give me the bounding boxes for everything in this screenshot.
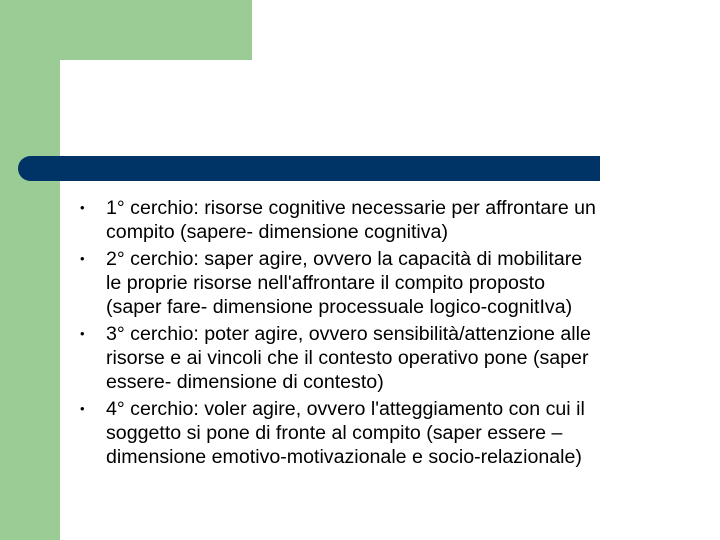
bullet-text bbox=[106, 248, 582, 318]
bullet-text bbox=[106, 398, 585, 468]
bullet-line: 4° cerchio: voler agire, ovvero l'atteggiamento con cui il bbox=[106, 398, 585, 420]
bullet-line: 1° cerchio: risorse cognitive necessarie per affrontare un bbox=[106, 197, 596, 219]
bullet-list bbox=[78, 196, 714, 472]
list-item bbox=[78, 322, 714, 394]
bullet-line: risorse e ai vincoli che il contesto operativo pone (saper bbox=[106, 347, 589, 369]
bullet-line: compito (sapere- dimensione cognitiva) bbox=[106, 221, 448, 243]
bullet-line: le proprie risorse nell'affrontare il compito proposto bbox=[106, 272, 546, 294]
title-bar bbox=[18, 156, 600, 181]
bullet-line: (saper fare- dimensione processuale logico-cognitIva) bbox=[106, 296, 573, 318]
bullet-line: dimensione emotivo-motivazionale e socio-relazionale) bbox=[106, 446, 582, 468]
bullet-line: soggetto si pone di fronte al compito (saper essere – bbox=[106, 422, 563, 444]
bullet-text bbox=[106, 197, 596, 243]
bullet-line: 2° cerchio: saper agire, ovvero la capacità di mobilitare bbox=[106, 248, 583, 270]
list-item bbox=[78, 196, 714, 244]
bullet-icon: • bbox=[80, 326, 85, 341]
rounded-corner bbox=[60, 60, 100, 100]
bullet-icon: • bbox=[80, 200, 85, 215]
bullet-icon: • bbox=[80, 401, 85, 416]
bullet-line: essere- dimensione di contesto) bbox=[106, 371, 384, 393]
bullet-icon: • bbox=[80, 251, 85, 266]
list-item bbox=[78, 247, 714, 319]
green-side-band bbox=[0, 0, 60, 540]
list-item bbox=[78, 397, 714, 469]
bullet-line: 3° cerchio: poter agire, ovvero sensibilità/attenzione alle bbox=[106, 323, 591, 345]
bullet-text bbox=[106, 323, 591, 393]
green-top-band bbox=[0, 0, 252, 60]
